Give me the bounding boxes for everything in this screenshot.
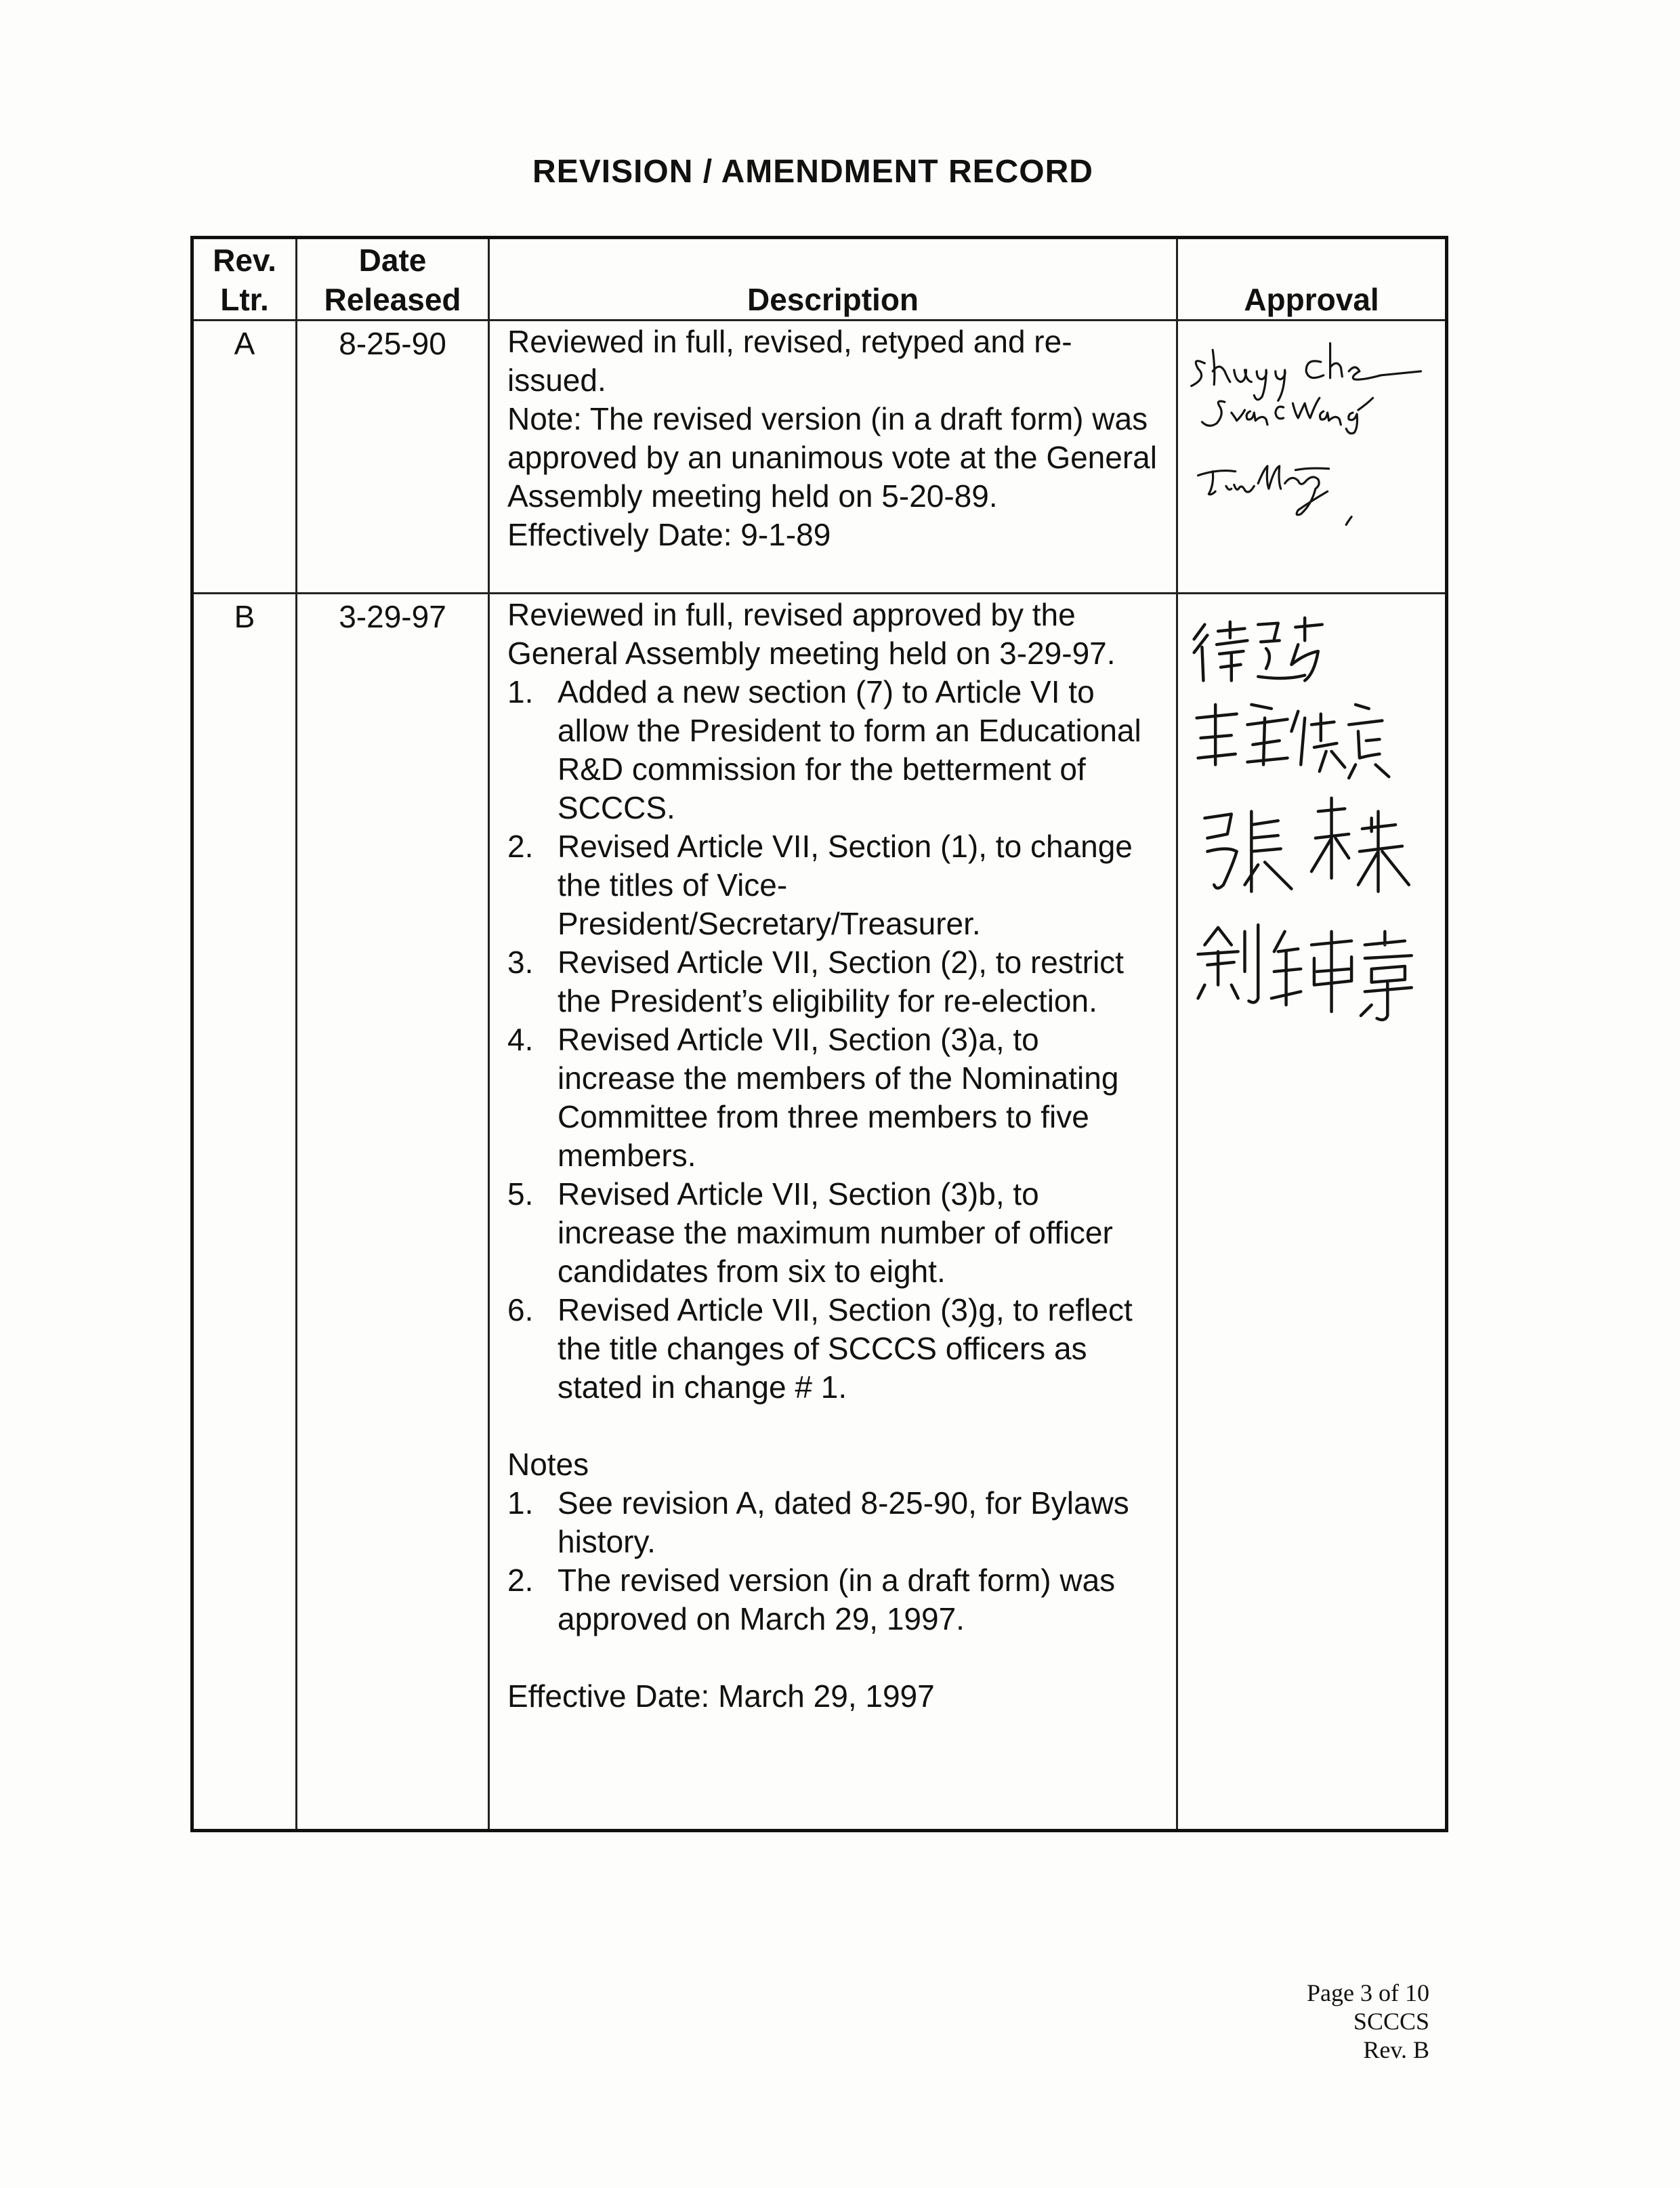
effective-date: Effective Date: March 29, 1997: [507, 1678, 935, 1714]
list-number: 2.: [507, 1563, 534, 1598]
page-number: Page 3 of 10: [1307, 1979, 1429, 2006]
list-number: 5.: [507, 1176, 534, 1212]
header-date-released: [297, 238, 489, 321]
table-header-row: [192, 238, 1447, 321]
effective-date: Effectively Date: 9-1-89: [507, 517, 831, 552]
handwritten-signatures-b: [1178, 594, 1445, 1069]
footer-org: SCCCS: [1353, 2008, 1429, 2035]
table-row: [192, 321, 1447, 594]
list-item: [507, 943, 1164, 1020]
handwritten-signatures-a: [1178, 321, 1445, 592]
list-text: Revised Article VII, Section (3)a, to increase the members of the Nominating Committee from three members to five members.: [558, 1022, 1119, 1173]
approval-cell: [1177, 594, 1447, 1831]
list-number: 4.: [507, 1022, 534, 1057]
list-text: The revised version (in a draft form) was approved on March 29, 1997.: [558, 1563, 1116, 1636]
list-item: [507, 1020, 1164, 1175]
date-released: 8-25-90: [297, 321, 489, 594]
description-cell: [489, 594, 1177, 1831]
table-row: [192, 594, 1447, 1831]
list-item: [507, 673, 1164, 827]
header-rev-line2: Ltr.: [220, 282, 269, 317]
list-number: 1.: [507, 1485, 534, 1521]
header-rev-ltr: [192, 238, 297, 321]
list-text: See revision A, dated 8-25-90, for Bylaws history.: [558, 1485, 1129, 1559]
page-footer: [1206, 1979, 1429, 2064]
list-number: 6.: [507, 1292, 534, 1327]
rev-letter: B: [192, 594, 297, 1831]
header-rev-line1: Rev.: [213, 243, 276, 278]
header-date-line2: Released: [324, 282, 461, 317]
footer-revision: Rev. B: [1363, 2036, 1429, 2063]
list-number: 2.: [507, 829, 534, 864]
list-item: [507, 1484, 1164, 1561]
list-item: [507, 1561, 1164, 1638]
list-item: [507, 827, 1164, 943]
description-text: Reviewed in full, revised, retyped and re-issued.: [507, 324, 1072, 398]
rev-letter: A: [192, 321, 297, 594]
list-number: 1.: [507, 674, 534, 709]
date-released: 3-29-97: [297, 594, 489, 1831]
list-text: Revised Article VII, Section (3)b, to increase the maximum number of officer candidates from six to eight.: [558, 1176, 1113, 1289]
list-text: Revised Article VII, Section (2), to restrict the President’s eligibility for re-election.: [558, 945, 1124, 1018]
description-note: Note: The revised version (in a draft form) was approved by an unanimous vote at the General Assembly meeting held on 5-20-89.: [507, 401, 1157, 514]
changes-list: [507, 673, 1164, 1407]
list-text: Revised Article VII, Section (1), to change the titles of Vice-President/Secretary/Treasurer.: [558, 829, 1133, 941]
page-title: REVISION / AMENDMENT RECORD: [532, 154, 1093, 190]
notes-list: [507, 1484, 1164, 1638]
approval-cell: [1177, 321, 1447, 594]
description-cell: [489, 321, 1177, 594]
list-item: [507, 1175, 1164, 1291]
list-item: [507, 1291, 1164, 1407]
header-description: Description: [489, 238, 1177, 321]
list-text: Added a new section (7) to Article VI to allow the President to form an Educational R&D commission for the betterment of SCCCS.: [558, 674, 1141, 825]
notes-heading: Notes: [507, 1447, 589, 1482]
description-text: Reviewed in full, revised approved by the General Assembly meeting held on 3-29-97.: [507, 597, 1116, 671]
revision-table: [190, 236, 1448, 1832]
header-date-line1: Date: [358, 243, 427, 278]
list-text: Revised Article VII, Section (3)g, to reflect the title changes of SCCCS officers as stated in change # 1.: [558, 1292, 1133, 1405]
header-approval: Approval: [1177, 238, 1447, 321]
list-number: 3.: [507, 945, 534, 980]
